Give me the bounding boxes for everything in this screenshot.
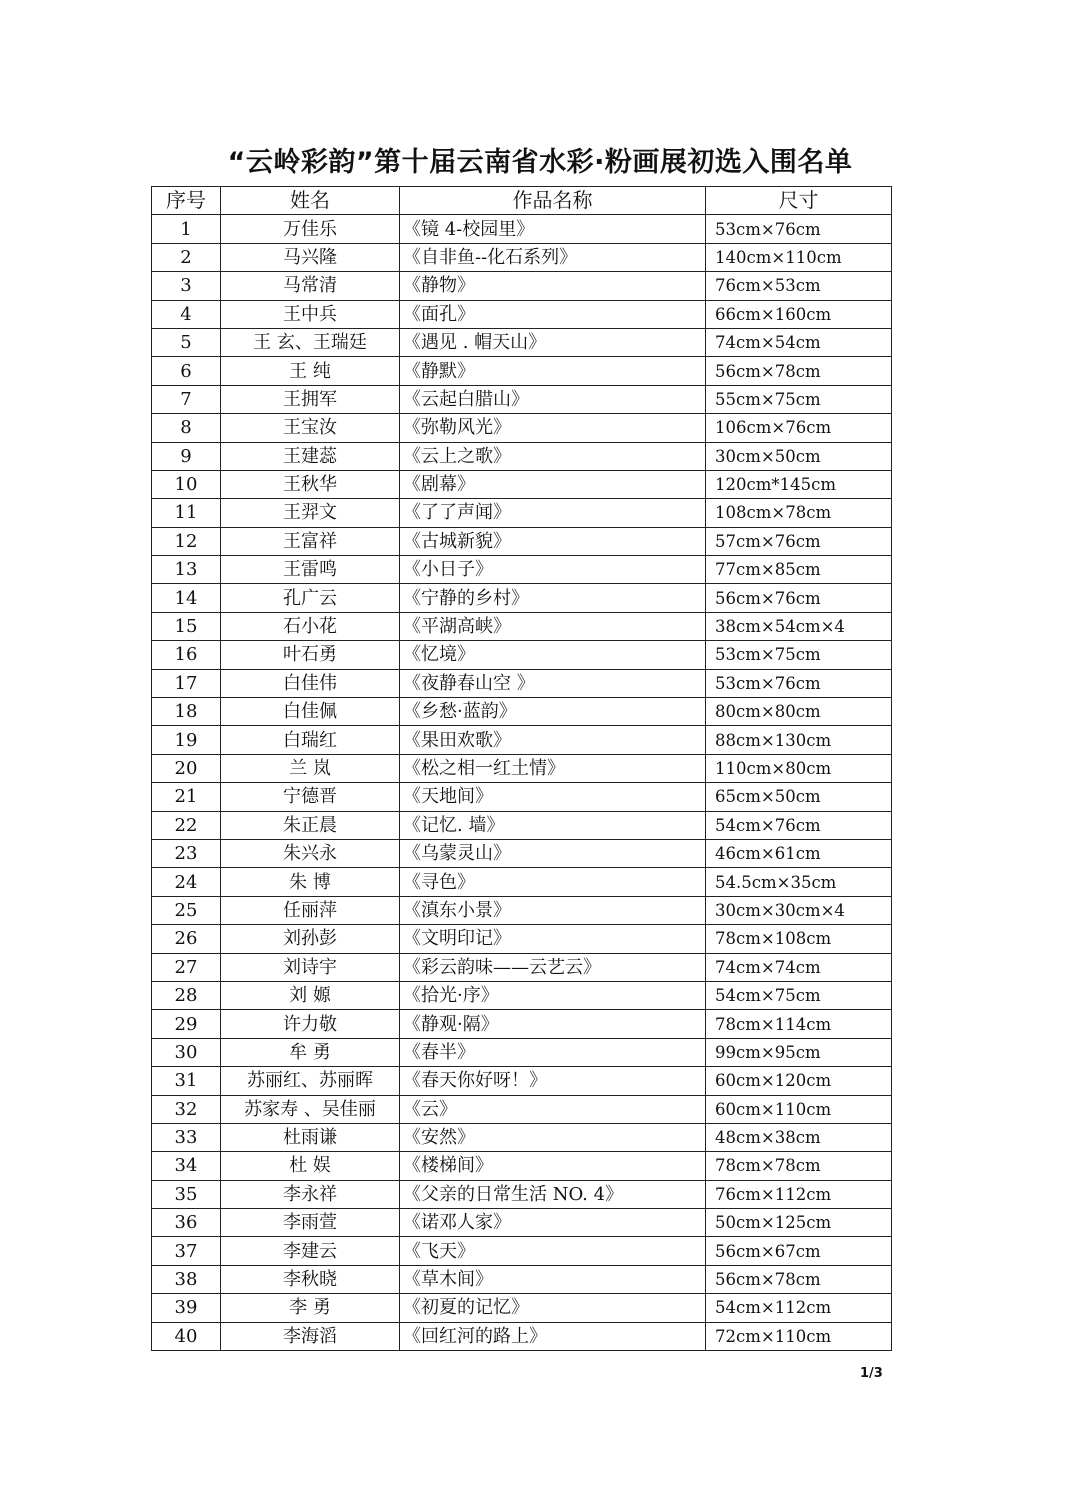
cell-work: 《宁静的乡村》 [400, 584, 706, 612]
cell-no: 34 [152, 1152, 221, 1180]
cell-work: 《乡愁·蓝韵》 [400, 698, 706, 726]
cell-work: 《楼梯间》 [400, 1152, 706, 1180]
cell-work: 《春半》 [400, 1038, 706, 1066]
cell-work: 《记忆. 墙》 [400, 811, 706, 839]
cell-name: 许力敬 [221, 1010, 400, 1038]
cell-size: 54cm×75cm [706, 981, 892, 1009]
cell-name: 苏丽红、苏丽晖 [221, 1067, 400, 1095]
header-size: 尺寸 [706, 187, 892, 215]
table-row [152, 357, 892, 385]
cell-name: 李永祥 [221, 1180, 400, 1208]
cell-name: 李 勇 [221, 1294, 400, 1322]
cell-size: 120cm*145cm [706, 470, 892, 498]
cell-size: 30cm×50cm [706, 442, 892, 470]
cell-work: 《静观·隔》 [400, 1010, 706, 1038]
cell-name: 白瑞红 [221, 726, 400, 754]
table-row [152, 1180, 892, 1208]
cell-name: 叶石勇 [221, 641, 400, 669]
cell-no: 36 [152, 1209, 221, 1237]
cell-work: 《松之相一红土情》 [400, 754, 706, 782]
cell-no: 18 [152, 698, 221, 726]
cell-size: 78cm×108cm [706, 925, 892, 953]
cell-name: 万佳乐 [221, 215, 400, 243]
cell-name: 王宝汝 [221, 414, 400, 442]
cell-no: 15 [152, 612, 221, 640]
cell-no: 33 [152, 1123, 221, 1151]
cell-no: 21 [152, 783, 221, 811]
table-row [152, 868, 892, 896]
cell-name: 任丽萍 [221, 896, 400, 924]
cell-no: 30 [152, 1038, 221, 1066]
table-row [152, 811, 892, 839]
cell-no: 20 [152, 754, 221, 782]
table-row [152, 754, 892, 782]
table-row [152, 1038, 892, 1066]
cell-work: 《小日子》 [400, 556, 706, 584]
cell-size: 110cm×80cm [706, 754, 892, 782]
cell-work: 《安然》 [400, 1123, 706, 1151]
table-row [152, 527, 892, 555]
cell-size: 56cm×78cm [706, 1265, 892, 1293]
cell-no: 3 [152, 272, 221, 300]
cell-work: 《弥勒风光》 [400, 414, 706, 442]
table-row [152, 300, 892, 328]
table-row [152, 328, 892, 356]
table-row [152, 953, 892, 981]
cell-work: 《飞天》 [400, 1237, 706, 1265]
cell-size: 60cm×120cm [706, 1067, 892, 1095]
cell-work: 《初夏的记忆》 [400, 1294, 706, 1322]
cell-size: 46cm×61cm [706, 839, 892, 867]
cell-name: 刘诗宇 [221, 953, 400, 981]
cell-no: 23 [152, 839, 221, 867]
table-row [152, 215, 892, 243]
table-row [152, 669, 892, 697]
table-row [152, 896, 892, 924]
table-row [152, 243, 892, 271]
cell-no: 28 [152, 981, 221, 1009]
header-no: 序号 [152, 187, 221, 215]
table-row [152, 839, 892, 867]
table-body [152, 215, 892, 1351]
cell-name: 刘孙彭 [221, 925, 400, 953]
cell-work: 《滇东小景》 [400, 896, 706, 924]
cell-work: 《镜 4-校园里》 [400, 215, 706, 243]
cell-no: 17 [152, 669, 221, 697]
cell-no: 29 [152, 1010, 221, 1038]
table-row [152, 925, 892, 953]
table-row [152, 556, 892, 584]
cell-size: 88cm×130cm [706, 726, 892, 754]
cell-work: 《父亲的日常生活 NO. 4》 [400, 1180, 706, 1208]
table-row [152, 499, 892, 527]
cell-size: 57cm×76cm [706, 527, 892, 555]
cell-work: 《回红河的路上》 [400, 1322, 706, 1350]
cell-size: 140cm×110cm [706, 243, 892, 271]
cell-name: 朱 博 [221, 868, 400, 896]
cell-name: 李秋晓 [221, 1265, 400, 1293]
cell-work: 《忆境》 [400, 641, 706, 669]
cell-name: 兰 岚 [221, 754, 400, 782]
cell-name: 苏家寿 、吴佳丽 [221, 1095, 400, 1123]
table-row [152, 1010, 892, 1038]
cell-name: 马常清 [221, 272, 400, 300]
cell-name: 李雨萱 [221, 1209, 400, 1237]
cell-size: 77cm×85cm [706, 556, 892, 584]
page-title: “云岭彩韵”第十届云南省水彩·粉画展初选入围名单 [227, 147, 853, 178]
cell-size: 72cm×110cm [706, 1322, 892, 1350]
cell-size: 108cm×78cm [706, 499, 892, 527]
cell-no: 24 [152, 868, 221, 896]
cell-no: 37 [152, 1237, 221, 1265]
cell-size: 74cm×54cm [706, 328, 892, 356]
cell-name: 朱兴永 [221, 839, 400, 867]
cell-size: 106cm×76cm [706, 414, 892, 442]
cell-size: 54cm×112cm [706, 1294, 892, 1322]
cell-name: 刘 嫄 [221, 981, 400, 1009]
cell-name: 王 玄、王瑞廷 [221, 328, 400, 356]
cell-work: 《诺邓人家》 [400, 1209, 706, 1237]
header-work: 作品名称 [400, 187, 706, 215]
cell-no: 7 [152, 385, 221, 413]
cell-no: 2 [152, 243, 221, 271]
cell-no: 8 [152, 414, 221, 442]
cell-name: 杜雨谦 [221, 1123, 400, 1151]
cell-name: 白佳佩 [221, 698, 400, 726]
cell-name: 石小花 [221, 612, 400, 640]
cell-no: 4 [152, 300, 221, 328]
cell-work: 《平湖高峡》 [400, 612, 706, 640]
table-row [152, 783, 892, 811]
cell-size: 53cm×76cm [706, 215, 892, 243]
cell-no: 27 [152, 953, 221, 981]
cell-size: 56cm×78cm [706, 357, 892, 385]
cell-name: 王秋华 [221, 470, 400, 498]
cell-name: 王富祥 [221, 527, 400, 555]
table-row [152, 385, 892, 413]
cell-size: 60cm×110cm [706, 1095, 892, 1123]
cell-work: 《彩云韵味——云艺云》 [400, 953, 706, 981]
cell-work: 《云起白腊山》 [400, 385, 706, 413]
cell-name: 王羿文 [221, 499, 400, 527]
cell-work: 《草木间》 [400, 1265, 706, 1293]
table-row [152, 981, 892, 1009]
cell-size: 76cm×53cm [706, 272, 892, 300]
cell-name: 孔广云 [221, 584, 400, 612]
cell-name: 李建云 [221, 1237, 400, 1265]
cell-work: 《春天你好呀！》 [400, 1067, 706, 1095]
cell-name: 牟 勇 [221, 1038, 400, 1066]
cell-work: 《寻色》 [400, 868, 706, 896]
cell-work: 《静默》 [400, 357, 706, 385]
table-row [152, 1237, 892, 1265]
table-row [152, 1322, 892, 1350]
cell-name: 王中兵 [221, 300, 400, 328]
cell-size: 53cm×76cm [706, 669, 892, 697]
table-row [152, 584, 892, 612]
table-row [152, 1095, 892, 1123]
cell-size: 56cm×76cm [706, 584, 892, 612]
cell-work: 《遇见 . 帽天山》 [400, 328, 706, 356]
shortlist-table [151, 186, 892, 1351]
cell-name: 马兴隆 [221, 243, 400, 271]
cell-work: 《静物》 [400, 272, 706, 300]
cell-no: 13 [152, 556, 221, 584]
cell-no: 19 [152, 726, 221, 754]
table-row [152, 641, 892, 669]
cell-size: 30cm×30cm×4 [706, 896, 892, 924]
cell-size: 53cm×75cm [706, 641, 892, 669]
cell-name: 李海滔 [221, 1322, 400, 1350]
cell-no: 16 [152, 641, 221, 669]
cell-name: 王建蕊 [221, 442, 400, 470]
cell-no: 40 [152, 1322, 221, 1350]
cell-no: 5 [152, 328, 221, 356]
table-row [152, 1067, 892, 1095]
cell-no: 31 [152, 1067, 221, 1095]
cell-no: 25 [152, 896, 221, 924]
cell-size: 66cm×160cm [706, 300, 892, 328]
table-row [152, 272, 892, 300]
cell-no: 11 [152, 499, 221, 527]
cell-name: 宁德晋 [221, 783, 400, 811]
cell-no: 6 [152, 357, 221, 385]
cell-size: 48cm×38cm [706, 1123, 892, 1151]
cell-name: 王拥军 [221, 385, 400, 413]
cell-no: 12 [152, 527, 221, 555]
cell-no: 1 [152, 215, 221, 243]
cell-work: 《古城新貌》 [400, 527, 706, 555]
cell-size: 78cm×78cm [706, 1152, 892, 1180]
cell-no: 35 [152, 1180, 221, 1208]
table-row [152, 1123, 892, 1151]
cell-work: 《乌蒙灵山》 [400, 839, 706, 867]
table-row [152, 414, 892, 442]
table-row [152, 726, 892, 754]
cell-size: 76cm×112cm [706, 1180, 892, 1208]
cell-work: 《自非鱼--化石系列》 [400, 243, 706, 271]
table-row [152, 1209, 892, 1237]
table-row [152, 470, 892, 498]
header-name: 姓名 [221, 187, 400, 215]
cell-work: 《天地间》 [400, 783, 706, 811]
cell-work: 《文明印记》 [400, 925, 706, 953]
cell-size: 55cm×75cm [706, 385, 892, 413]
cell-name: 朱正晨 [221, 811, 400, 839]
table-row [152, 612, 892, 640]
cell-no: 10 [152, 470, 221, 498]
table-row [152, 442, 892, 470]
cell-size: 80cm×80cm [706, 698, 892, 726]
cell-no: 39 [152, 1294, 221, 1322]
table-row [152, 1152, 892, 1180]
cell-size: 78cm×114cm [706, 1010, 892, 1038]
cell-name: 王雷鸣 [221, 556, 400, 584]
cell-work: 《夜静春山空 》 [400, 669, 706, 697]
cell-work: 《剧幕》 [400, 470, 706, 498]
cell-no: 9 [152, 442, 221, 470]
cell-work: 《了了声闻》 [400, 499, 706, 527]
cell-size: 65cm×50cm [706, 783, 892, 811]
cell-size: 99cm×95cm [706, 1038, 892, 1066]
cell-size: 50cm×125cm [706, 1209, 892, 1237]
cell-work: 《云上之歌》 [400, 442, 706, 470]
cell-name: 白佳伟 [221, 669, 400, 697]
cell-size: 38cm×54cm×4 [706, 612, 892, 640]
cell-work: 《果田欢歌》 [400, 726, 706, 754]
cell-work: 《面孔》 [400, 300, 706, 328]
cell-size: 74cm×74cm [706, 953, 892, 981]
cell-name: 杜 娱 [221, 1152, 400, 1180]
table-row [152, 698, 892, 726]
cell-work: 《拾光·序》 [400, 981, 706, 1009]
cell-size: 54.5cm×35cm [706, 868, 892, 896]
table-header-row [152, 187, 892, 215]
cell-no: 14 [152, 584, 221, 612]
cell-no: 26 [152, 925, 221, 953]
table-row [152, 1265, 892, 1293]
cell-no: 22 [152, 811, 221, 839]
cell-name: 王 纯 [221, 357, 400, 385]
cell-no: 32 [152, 1095, 221, 1123]
page-number: 1/3 [860, 1366, 883, 1381]
cell-size: 54cm×76cm [706, 811, 892, 839]
table-row [152, 1294, 892, 1322]
cell-work: 《云》 [400, 1095, 706, 1123]
cell-no: 38 [152, 1265, 221, 1293]
cell-size: 56cm×67cm [706, 1237, 892, 1265]
